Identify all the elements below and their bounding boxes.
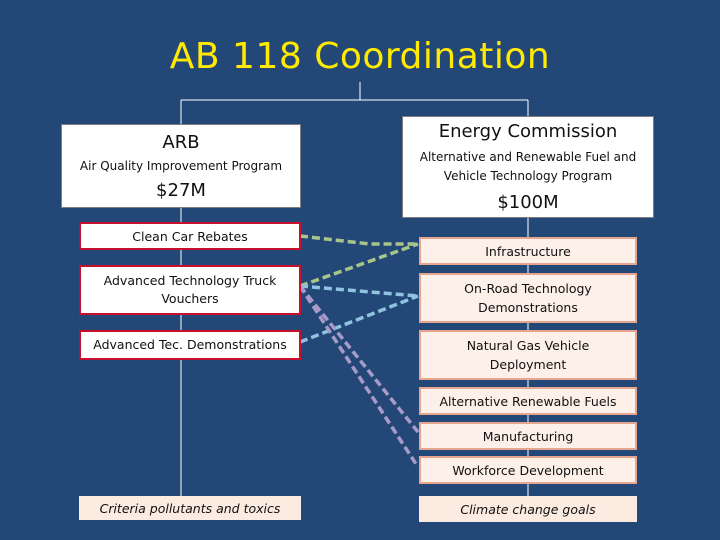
arb-goal-label: Criteria pollutants and toxics xyxy=(99,500,281,516)
arb-program-label: Clean Car Rebates xyxy=(132,229,248,244)
arb-program-clean-car-rebates xyxy=(79,222,301,250)
arb-program-label: Advanced Technology Truck Vouchers xyxy=(103,273,277,306)
link-rebates-infrastructure xyxy=(300,236,418,244)
cec-program-label: On-Road Technology Demonstrations xyxy=(464,281,592,315)
cec-program-label: Workforce Development xyxy=(452,462,604,478)
cec-program-label: Natural Gas Vehicle Deployment xyxy=(466,338,590,372)
cec-program-label: Alternative Renewable Fuels xyxy=(439,393,617,409)
cec-program-label: Infrastructure xyxy=(485,244,571,259)
page-title: AB 118 Coordination xyxy=(169,36,551,77)
cec-program-label: Manufacturing xyxy=(482,428,574,444)
cec-amount: $100M xyxy=(497,192,559,213)
arb-program: Air Quality Improvement Program xyxy=(79,158,283,173)
arb-program-tec-demonstrations xyxy=(79,330,301,360)
cec-program-workforce xyxy=(419,456,637,484)
link-demo-onroad xyxy=(300,296,418,342)
link-truck-infrastructure xyxy=(300,244,418,286)
cec-program-infrastructure xyxy=(419,237,637,265)
arb-amount: $27M xyxy=(156,179,206,201)
cec-program-onroad-demonstrations xyxy=(419,273,637,323)
cec-goal xyxy=(419,496,637,522)
arb-header-box xyxy=(61,124,301,208)
cec-program-natural-gas xyxy=(419,330,637,380)
cec-name: Energy Commission xyxy=(438,121,618,142)
arb-name: ARB xyxy=(162,131,200,153)
link-truck-onroad xyxy=(300,286,418,296)
cec-goal-label: Climate change goals xyxy=(460,501,596,517)
arb-program-label: Advanced Tec. Demonstrations xyxy=(93,337,287,352)
link-truck-workforce xyxy=(300,286,418,467)
cec-program-manufacturing xyxy=(419,422,637,450)
cec-program: Alternative and Renewable Fuel and Vehicle Technology Program xyxy=(419,150,637,183)
link-truck-manufacturing xyxy=(300,286,418,432)
arb-goal xyxy=(79,496,301,520)
cec-header-box xyxy=(402,116,654,218)
arb-program-truck-vouchers xyxy=(79,265,301,315)
cec-program-alt-renewable-fuels xyxy=(419,387,637,415)
